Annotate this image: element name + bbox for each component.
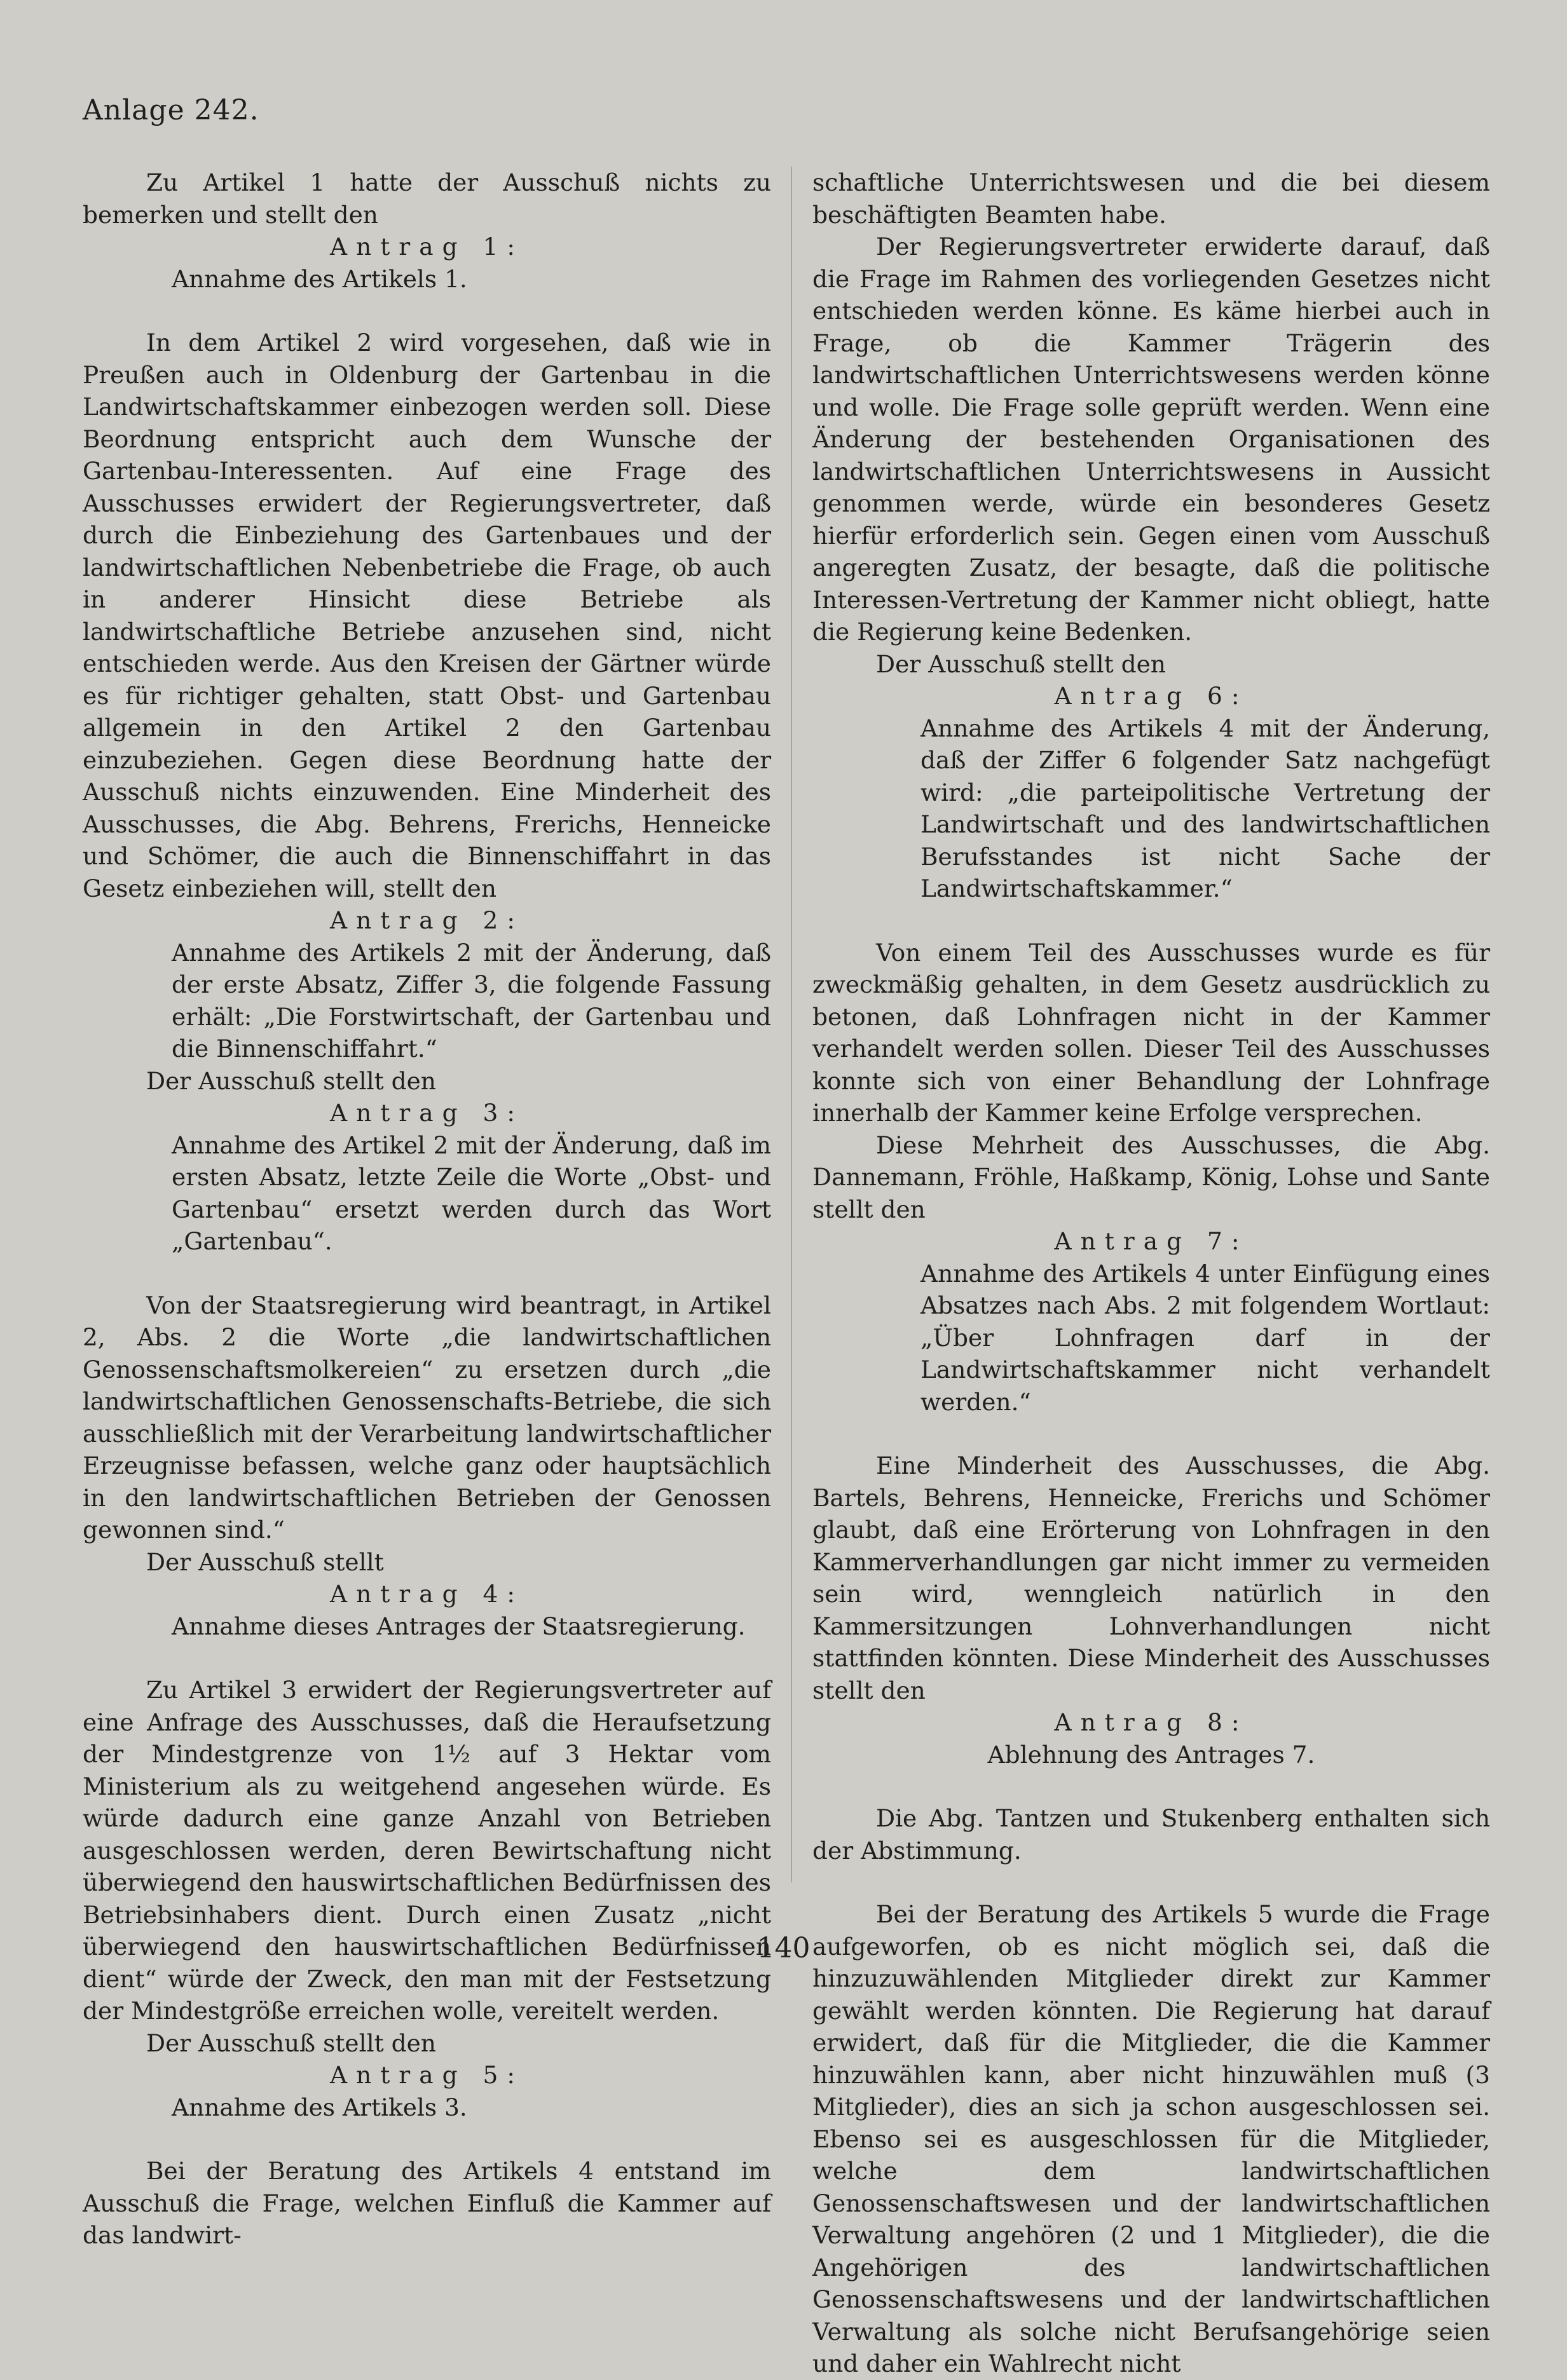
motion-heading: Antrag 7: xyxy=(1054,1227,1249,1255)
motion-heading: Antrag 5: xyxy=(329,2061,524,2089)
motion-text: Ablehnung des Antrages 7. xyxy=(987,1740,1315,1769)
motion-heading: Antrag 6: xyxy=(1054,682,1249,710)
paragraph: Der Ausschuß stellt den xyxy=(146,1066,436,1095)
paragraph: Der Ausschuß stellt den xyxy=(146,2029,436,2057)
motion-text: Annahme des Artikels 4 mit der Änderung, daß der Ziffer 6 folgender Satz nachgefügt wird: „die parteipolitische Vertretung der Landwirtschaft und des landwirtschaftlichen Berufsstandes ist nicht Sache der Landwirtschaftskammer.“ xyxy=(920,714,1490,902)
paragraph: Die Abg. Tantzen und Stukenberg enthalten sich der Abstimmung. xyxy=(812,1804,1490,1865)
paragraph: Bei der Beratung des Artikels 5 wurde die Frage aufgeworfen, ob es nicht möglich sei, daß die hinzuzuwählenden Mitglieder direkt zur Kammer gewählt werden könnten. Die Regierung hat darauf erwidert, daß für die Mitglieder, die die Kammer hinzuwählen kann, aber nicht hinzuwählen muß (3 Mitglieder), dies an sich ja schon ausgeschlossen sei. Ebenso sei es ausgeschlossen für die Mitglieder, welche dem landwirtschaftlichen Genossenschaftswesen und der landwirtschaftlichen Verwaltung angehören (2 und 1 Mitglieder), die die Angehörigen des landwirtschaftlichen Genossenschaftswesens und der landwirtschaftlichen Verwaltung als solche nicht Berufsangehörige seien und daher ein Wahlrecht nicht xyxy=(812,1900,1490,2377)
motion-text: Annahme des Artikels 3. xyxy=(172,2093,467,2121)
motion-text: Annahme des Artikels 4 unter Einfügung eines Absatzes nach Abs. 2 mit folgendem Wortlaut: „Über Lohnfragen darf in der Landwirtschaftskammer nicht verhandelt werden.“ xyxy=(920,1259,1490,1416)
paragraph: schaftliche Unterrichtswesen und die bei diesem beschäftigten Beamten habe. xyxy=(812,168,1490,229)
right-column xyxy=(812,167,1490,2380)
paragraph: Der Regierungsvertreter erwiderte darauf, daß die Frage im Rahmen des vorliegenden Gesetzes nicht entschieden werden könne. Es käme hierbei auch in Frage, ob die Kammer Trägerin des landwirtschaftlichen Unterrichtswesens werden könne und wolle. Die Frage solle geprüft werden. Wenn eine Änderung der bestehenden Organisationen des landwirtschaftlichen Unterrichtswesens in Aussicht genommen werde, würde ein besonderes Gesetz hierfür erforderlich sein. Gegen einen vom Ausschuß angeregten Zusatz, der besagte, daß die politische Interessen-Vertretung der Kammer nicht obliegt, hatte die Regierung keine Bedenken. xyxy=(812,233,1490,646)
paragraph: Von der Staatsregierung wird beantragt, in Artikel 2, Abs. 2 die Worte „die landwirtschaftlichen Genossenschaftsmolkereien“ zu ersetzen durch „die landwirtschaftlichen Genossenschafts-Betriebe, die sich ausschließlich mit der Verarbeitung landwirtschaftlicher Erzeugnisse befassen, welche ganz oder hauptsächlich in den landwirtschaftlichen Betrieben der Genossen gewonnen sind.“ xyxy=(83,1291,771,1544)
motion-heading: Antrag 3: xyxy=(329,1099,524,1127)
paragraph: Der Ausschuß stellt xyxy=(146,1547,384,1576)
column-divider xyxy=(791,167,792,1882)
paragraph: Von einem Teil des Ausschusses wurde es für zweckmäßig gehalten, in dem Gesetz ausdrücklich zu betonen, daß Lohnfragen nicht in der Kammer verhandelt werden sollen. Dieser Teil des Ausschusses konnte sich von einer Behandlung der Lohnfrage innerhalb der Kammer keine Erfolge versprechen. xyxy=(812,938,1490,1127)
motion-heading: Antrag 4: xyxy=(329,1580,524,1608)
paragraph: Diese Mehrheit des Ausschusses, die Abg. Dannemann, Fröhle, Haßkamp, König, Lohse und Sante stellt den xyxy=(812,1131,1490,1223)
paragraph: Bei der Beratung des Artikels 4 entstand im Ausschuß die Frage, welchen Einfluß die Kammer auf das landwirt- xyxy=(83,2157,771,2249)
paragraph: Zu Artikel 3 erwidert der Regierungsvertreter auf eine Anfrage des Ausschusses, daß die Heraufsetzung der Mindestgrenze von 1½ auf 3 Hektar vom Ministerium als zu weitgehend angesehen würde. Es würde dadurch eine ganze Anzahl von Betrieben ausgeschlossen werden, deren Bewirtschaftung nicht überwiegend den hauswirtschaftlichen Bedürfnissen des Betriebsinhabers dient. Durch einen Zusatz „nicht überwiegend den hauswirtschaftlichen Bedürfnissen dient“ würde der Zweck, den man mit der Festsetzung der Mindestgröße erreichen wolle, vereitelt werden. xyxy=(83,1676,771,2025)
motion-heading: Antrag 1: xyxy=(329,233,524,261)
motion-text: Annahme des Artikels 2 mit der Änderung, daß der erste Absatz, Ziffer 3, die folgende Fassung erhält: „Die Forstwirtschaft, der Gartenbau und die Binnenschiffahrt.“ xyxy=(172,938,771,1063)
motion-text: Annahme des Artikels 1. xyxy=(172,264,467,293)
motion-text: Annahme des Artikel 2 mit der Änderung, daß im ersten Absatz, letzte Zeile die Worte „Obst- und Gartenbau“ ersetzt werden durch das Wort „Gartenbau“. xyxy=(172,1131,771,1255)
paragraph: Der Ausschuß stellt den xyxy=(876,649,1166,678)
paragraph: In dem Artikel 2 wird vorgesehen, daß wie in Preußen auch in Oldenburg der Gartenbau in die Landwirtschaftskammer einbezogen werden soll. Diese Beordnung entspricht auch dem Wunsche der Gartenbau-Interessenten. Auf eine Frage des Ausschusses erwidert der Regierungsvertreter, daß durch die Einbeziehung des Gartenbaues und der landwirtschaftlichen Nebenbetriebe die Frage, ob auch in anderer Hinsicht diese Betriebe als landwirtschaftliche Betriebe anzusehen sind, nicht entschieden werde. Aus den Kreisen der Gärtner würde es für richtiger gehalten, statt Obst- und Gartenbau allgemein in den Artikel 2 den Gartenbau einzubeziehen. Gegen diese Beordnung hatte der Ausschuß nichts einzuwenden. Eine Minderheit des Ausschusses, die Abg. Behrens, Frerichs, Henneicke und Schömer, die auch die Binnenschiffahrt in das Gesetz einbeziehen will, stellt den xyxy=(83,329,771,902)
page-number: 140 xyxy=(756,1932,811,1964)
motion-heading: Antrag 2: xyxy=(329,906,524,934)
page-header: Anlage 242. xyxy=(83,94,259,126)
paragraph: Zu Artikel 1 hatte der Ausschuß nichts zu bemerken und stellt den xyxy=(83,168,771,229)
motion-heading: Antrag 8: xyxy=(1054,1708,1249,1736)
paragraph: Eine Minderheit des Ausschusses, die Abg. Bartels, Behrens, Henneicke, Frerichs und Schömer glaubt, daß eine Erörterung von Lohnfragen in den Kammerverhandlungen gar nicht immer zu vermeiden sein wird, wenngleich natürlich in den Kammersitzungen Lohnverhandlungen nicht stattfinden könnten. Diese Minderheit des Ausschusses stellt den xyxy=(812,1452,1490,1704)
motion-text: Annahme dieses Antrages der Staatsregierung. xyxy=(172,1612,746,1640)
